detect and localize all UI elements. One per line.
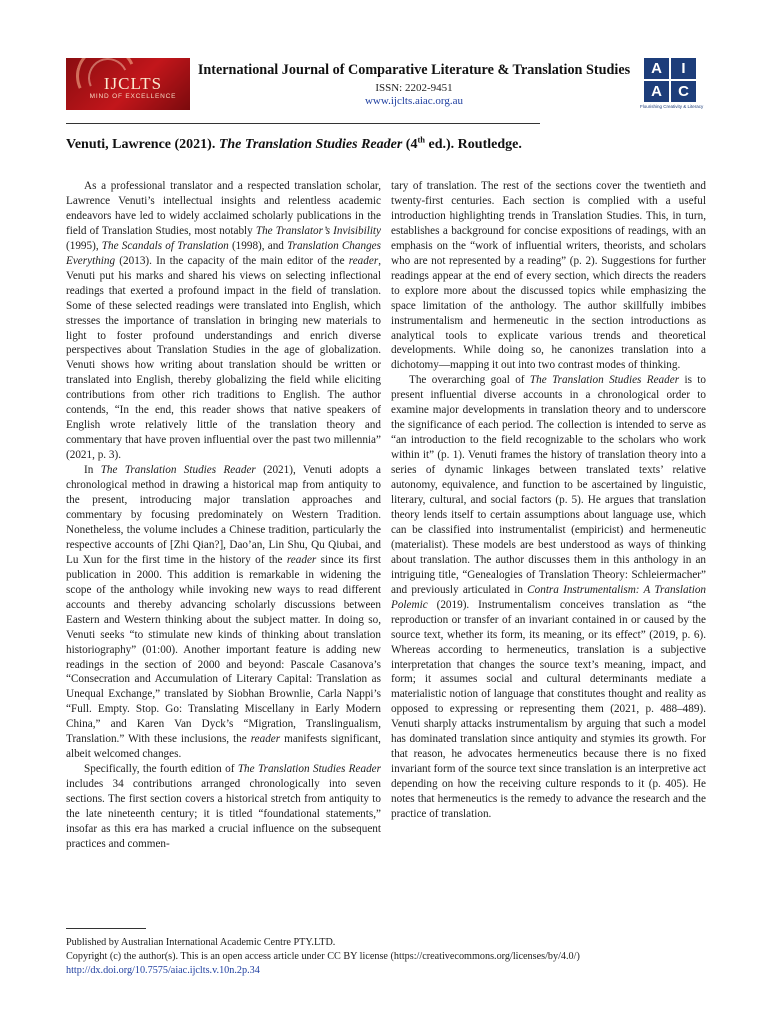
title-suffix: ed.). Routledge. — [425, 137, 522, 152]
paragraph: Specifically, the fourth edition of The Translation Studies Reader includes 34 contributions arranged chronologically into seven sections. The first section covers a historical stretch from antiquity to the late nineteenth century; it is titled “foundational statements,” insofar as this era has marked a crucial influence on the subsequent practices and commen- — [66, 763, 381, 850]
aiac-logo — [640, 58, 704, 110]
ijclts-logo — [66, 58, 190, 110]
journal-issn: ISSN: 2202-9451 — [375, 82, 453, 94]
paragraph: In The Translation Studies Reader (2021), Venuti adopts a chronological method in drawing a historical map from antiquity to the present, introducing major translation approaches and commentary by focusing predominately on Western Tradition. Nonetheless, the volume includes a Chinese tradition, particularly the respective accounts of [Zhi Qian?], Dao’an, Lin Shu, Qu Qiubai, and Lu Xun for the first time in the history of the reader since its first publication in 2000. This addition is remarkable in widening the scope of the anthology while invoking new ways to read different accounts and thereby advancing scholarly discussions between Eastern and Western thinking about the subject matter. In doing so, Venuti seeks “to stimulate new kinds of thinking about translation historiography” (01:00). Another important feature is adding new readings in the section of 2000 and beyond: Pascale Casanova’s “Consecration and Accumulation of Literary Capital: Translation as Unequal Exchange,” translated by Siobhan Brownlie, Carla Nappi’s “Full. Empty. Stop. Go: Translating Miscellany in Early Modern China,” and Karen Van Dyck’s “Migration, Translingualism, Translation.” With these inclusions, the reader manifests significant, albeit welcomed changes. — [66, 464, 381, 761]
left-column — [66, 179, 381, 852]
paragraph: tary of translation. The rest of the sections cover the twentieth and twenty-first centuries. Each section is complied with a useful introduction highlighting trends in Translation Studies. This, in turn, establishes a background for concise expositions of readings, with an emphasis on the “work of influential writers, theorists, and scholars who are not represented by a reading” (p. 2). Suggestions for further readings appear at the end of every section, which directs the readers to explore more about the discussed topics while emphasizing the space limitation of the anthology. The author skillfully imbibes instrumentalism and hermeneutic in the section introductions as analytical tools to explicate various trends and theoretical developments. While doing so, he canonizes translation into a dichotomy—mapping it out into two contrast modes of thinking. — [391, 180, 706, 372]
publisher-line: Published by Australian International Academic Centre PTY.LTD. — [66, 937, 336, 948]
article-title — [66, 134, 706, 153]
title-mid: (4 — [402, 137, 418, 152]
title-superscript: th — [417, 134, 426, 145]
journal-info — [194, 62, 634, 107]
title-prefix: Venuti, Lawrence (2021). — [66, 137, 219, 152]
journal-header — [66, 58, 702, 114]
copyright-line: Copyright (c) the author(s). This is an open access article under CC BY license (https://creativecommons.org/licenses/by/4.0/) — [66, 951, 580, 962]
right-column — [391, 179, 706, 822]
logo-brand-text: IJCLTS — [103, 74, 163, 93]
header-divider — [66, 123, 540, 124]
paragraph: The overarching goal of The Translation Studies Reader is to present influential diverse accounts in a chronological order to examine major developments in translation theory and to underscore the significance of each period. The collection is intended to serve as “an introduction to the field recognizable to the scholars who work within it” (p. 1). Venuti frames the history of translation theory into a series of dynamic linkages between translated texts’ relative autonomy, equivalence, and function to be ascertained by linguistic, literary, cultural, and social factors (p. 5). He argues that translation theory lends itself to certain assumptions about language use, which can be classified into instrumentalist (empiricist) and hermeneutic (materialist). These models are best understood as ways of thinking about translation. The author discusses them in this anthology in an intriguing title, “Genealogies of Translation Theory: Schleiermacher” and previously articulated in Contra Instrumentalism: A Translation Polemic (2019). Instrumentalism conceives translation as “the reproduction or transfer of an invariant contained in or caused by the source text, whether its form, its meaning, or its effect” (2019, p. 6). Whereas according to hermeneutics, translation is a subjective interpretation that changes the source text’s meaning, impact, and form; it assumes social and cultural determinants mediate a materialistic notion of language that constitutes thought and reality as opposed to expressing or representing them (2021, p. 488–489). Venuti sharply attacks instrumentalism by arguing that such a model has dominated translation since antiquity and stymies its growth. For that reason, he advocates hermeneutics because there is no fixed invariant form of the source text since translation is an interpretive act depending on how the receiving culture responds to it (p. 405). He notes that hermeneutics is the remedy to advance the research and the practice of translation. — [391, 374, 707, 821]
journal-name: International Journal of Comparative Literature & Translation Studies — [197, 62, 631, 78]
footer — [66, 936, 706, 978]
paragraph: As a professional translator and a respected translation scholar, Lawrence Venuti’s intellectual insights and relentless academic endeavors have led to widely acclaimed scholarly publications in the field of Translation Studies, most notably The Translator’s Invisibility (1995), The Scandals of Translation (1998), and Translation Changes Everything (2013). In the capacity of the main editor of the reader, Venuti put his marks and shared his views on selecting inflectional readings that exerted a profound impact in the field of translation. Some of these selected readings were translated into English, which stresses the importance of translation in bringing new materials to light to foster profound understandings and enrich diverse perspectives about Translation Studies in the age of globalization. Venuti shows how writing about translation should be written or translated into English, thereby globalizing the field while eliciting contributions from other rich traditions to English. The author contends, “In the end, this reader shows that native speakers of English wrote relatively little of the translation theory and commentary that have proven influential over the past two millennia” (2021, p. 3). — [66, 180, 382, 462]
aiac-letter: A — [644, 81, 669, 102]
aiac-letter: A — [644, 58, 669, 79]
aiac-letter: I — [671, 58, 696, 79]
aiac-letter: C — [671, 81, 696, 102]
footnote-divider — [66, 928, 146, 929]
title-book-name: The Translation Studies Reader — [218, 137, 403, 152]
journal-website-link[interactable]: www.ijclts.aiac.org.au — [364, 95, 464, 107]
aiac-tagline: Flourishing Creativity & Literacy — [640, 104, 704, 109]
logo-motto-text: MIND OF EXCELLENCE — [89, 93, 177, 100]
doi-link[interactable]: http://dx.doi.org/10.7575/aiac.ijclts.v.10n.2p.34 — [66, 965, 260, 976]
